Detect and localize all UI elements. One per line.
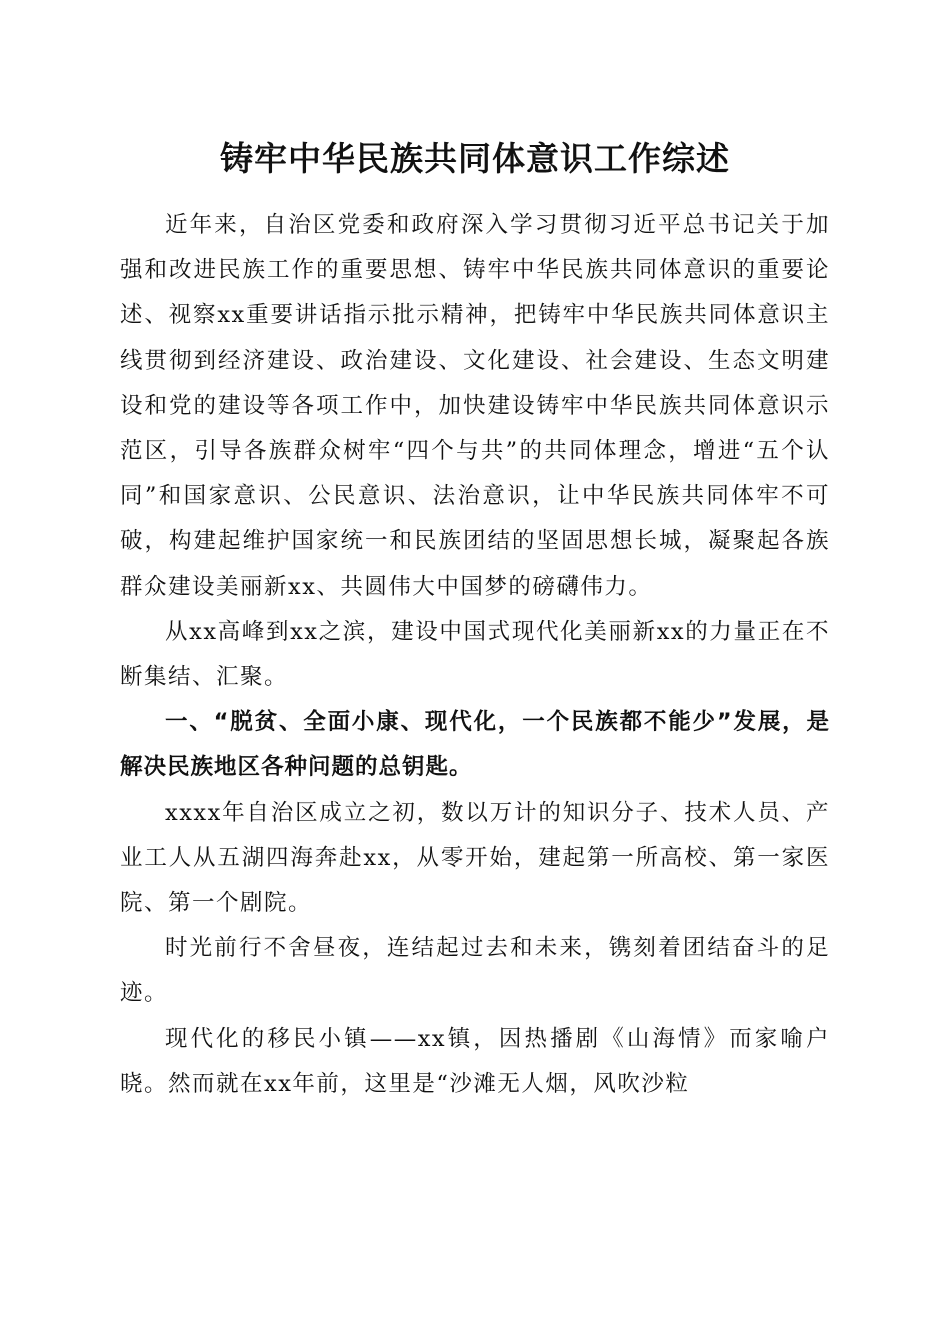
paragraph-intro: 近年来，自治区党委和政府深入学习贯彻习近平总书记关于加强和改进民族工作的重要思想、铸牢中华民族共同体意识的重要论述、视察xx重要讲话指示批示精神，把铸牢中华民族共同体意识主线贯彻到经济建设、政治建设、文化建设、社会建设、生态文明建设和党的建设等各项工作中，加快建设铸牢中华民族共同体意识示范区，引导各族群众树牢“四个与共”的共同体理念，增进“五个认同”和国家意识、公民意识、法治意识，让中华民族共同体牢不可破，构建起维护国家统一和民族团结的坚固思想长城，凝聚起各族群众建设美丽新xx、共圆伟大中国梦的磅礴伟力。 — [120, 212, 830, 600]
paragraph-time: 时光前行不舍昼夜，连结起过去和未来，镌刻着团结奋斗的足迹。 — [120, 935, 830, 1007]
document-title: 铸牢中华民族共同体意识工作综述 — [220, 139, 730, 178]
paragraph-history: xxxx年自治区成立之初，数以万计的知识分子、技术人员、产业工人从五湖四海奔赴xx，从零开始，建起第一所高校、第一家医院、第一个剧院。 — [120, 799, 830, 917]
section-heading-1: 一、“脱贫、全面小康、现代化，一个民族都不能少”发展，是解决民族地区各种问题的总钥匙。 — [120, 709, 830, 781]
document-body — [120, 203, 830, 1107]
paragraph-transition: 从xx高峰到xx之滨，建设中国式现代化美丽新xx的力量正在不断集结、汇聚。 — [120, 618, 830, 691]
paragraph-town: 现代化的移民小镇——xx镇，因热播剧《山海情》而家喻户晓。然而就在xx年前，这里是“沙滩无人烟，风吹沙粒 — [120, 1025, 830, 1097]
